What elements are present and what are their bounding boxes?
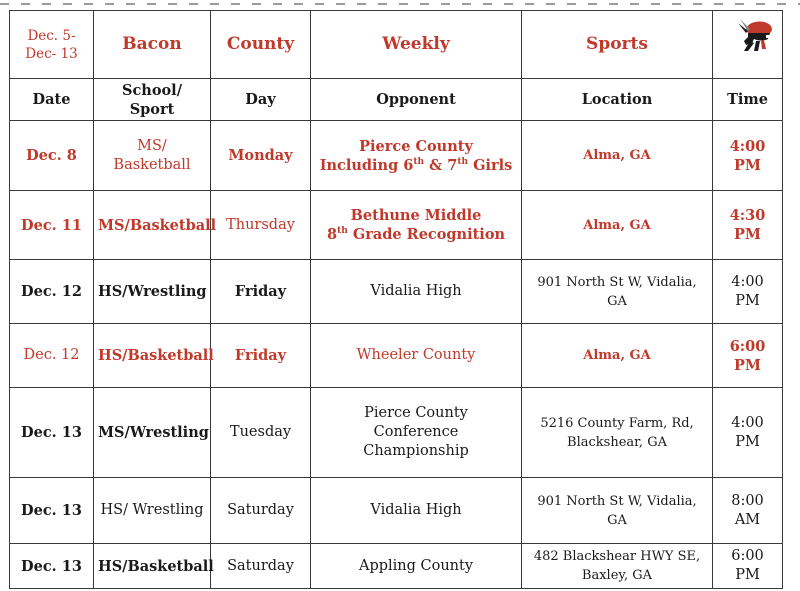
row-time: 4:00 PM [713,388,783,478]
row-location [522,388,713,478]
row-sport: HS/ Wrestling [94,478,211,544]
row-opponent: Vidalia High [311,478,522,544]
col-day: Day [211,79,311,121]
row-sport: HS/Basketball [94,544,211,589]
schedule-table [9,10,783,589]
ordinal-suffix: th [457,156,469,167]
row-location: Alma, GA [522,121,713,191]
row-sport: MS/Wrestling [94,388,211,478]
row-date: Dec. 12 [10,260,94,324]
title-county: County [211,11,311,79]
location-line: Baxley, GA [581,568,653,583]
row-location: 901 North St W, Vidalia, GA [522,478,713,544]
table-row [10,191,783,260]
col-time: Time [713,79,783,121]
table-row [10,324,783,388]
row-time: 8:00 AM [713,478,783,544]
row-day: Tuesday [211,388,311,478]
ordinal-suffix: th [413,156,425,167]
row-day: Thursday [211,191,311,260]
row-sport: MS/ Basketball [94,121,211,191]
opponent-line: Pierce County [364,405,468,421]
row-day: Saturday [211,544,311,589]
row-date: Dec. 13 [10,478,94,544]
col-location: Location [522,79,713,121]
row-time: 4:30 PM [713,191,783,260]
opponent-line: Girls [468,156,513,174]
row-day: Monday [211,121,311,191]
row-date: Dec. 13 [10,544,94,589]
opponent-line: Conference [373,424,459,440]
raider-mascot-logo-icon [730,19,776,53]
table-row [10,121,783,191]
location-line: 482 Blackshear HWY SE, [533,549,701,564]
col-date: Date [10,79,94,121]
location-line: Blackshear, GA [567,434,667,450]
row-opponent: Wheeler County [311,324,522,388]
row-time: 6:00 PM [713,324,783,388]
row-date: Dec. 11 [10,191,94,260]
row-sport: HS/Wrestling [94,260,211,324]
row-time: 4:00 PM [713,121,783,191]
title-weekly: Weekly [311,11,522,79]
row-location: Alma, GA [522,191,713,260]
row-location [522,544,713,589]
col-opponent: Opponent [311,79,522,121]
top-dashed-border [0,0,800,10]
row-location: Alma, GA [522,324,713,388]
column-header-row [10,79,783,121]
opponent-line: 8 [326,226,338,243]
opponent-line: Championship [363,443,469,459]
opponent-line: Pierce County [359,137,473,155]
opponent-line: Bethune Middle [350,207,482,224]
title-bacon: Bacon [94,11,211,79]
col-school-sport: School/ Sport [94,79,211,121]
row-time: 6:00 PM [713,544,783,589]
logo-cell [713,11,783,79]
row-day: Friday [211,260,311,324]
title-row [10,11,783,79]
row-date: Dec. 13 [10,388,94,478]
row-opponent: Appling County [311,544,522,589]
table-row [10,478,783,544]
row-day: Saturday [211,478,311,544]
row-opponent [311,388,522,478]
table-row [10,544,783,589]
row-day: Friday [211,324,311,388]
row-opponent [311,121,522,191]
row-opponent [311,191,522,260]
opponent-line: & 7 [424,156,458,174]
opponent-line: Including 6 [319,156,414,174]
row-date: Dec. 12 [10,324,94,388]
row-time: 4:00 PM [713,260,783,324]
row-date: Dec. 8 [10,121,94,191]
row-sport: HS/Basketball [94,324,211,388]
title-sports: Sports [522,11,713,79]
table-row [10,388,783,478]
ordinal-suffix: th [337,226,348,237]
row-location: 901 North St W, Vidalia, GA [522,260,713,324]
date-range: Dec. 5- Dec- 13 [10,11,94,79]
row-opponent: Vidalia High [311,260,522,324]
location-line: 5216 County Farm, Rd, [540,415,694,431]
opponent-line: Grade Recognition [347,226,506,243]
table-row [10,260,783,324]
row-sport: MS/Basketball [94,191,211,260]
